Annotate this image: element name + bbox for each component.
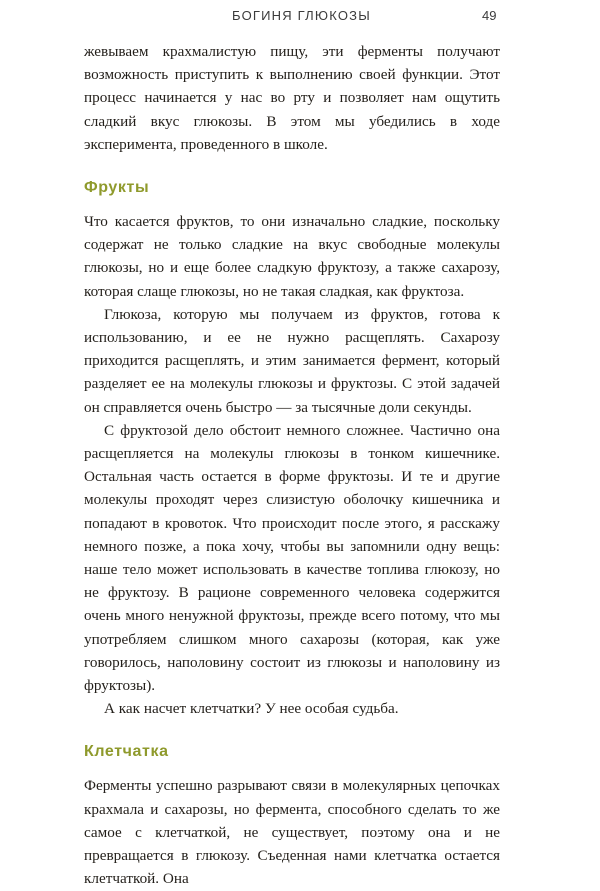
section-heading-fiber: Клетчатка bbox=[84, 743, 169, 761]
fruits-paragraph-3: С фруктозой дело обстоит немного сложнее. Частично она расщепляется на молекулы глюкозы в тонком кишечнике. Остальная часть остается в форме фруктозы. И те и другие молекулы проходят через слизистую оболочку кишечника и попадают в кровоток. Что происходит после этого, я расскажу немного позже, а пока хочу, чтобы вы запомнили одну вещь: наше тело может использовать в качестве топлива глюкозу, но не фруктозу. В рационе современного человека содержится очень много ненужной фруктозы, прежде всего потому, что мы употребляем слишком много сахарозы (которая, как уже говорилось, наполовину состоит из глюкозы и наполовину из фруктозы). bbox=[84, 421, 500, 695]
fruits-paragraph-4: А как насчет клетчатки? У нее особая судьба. bbox=[104, 700, 399, 718]
section-heading-fruits: Фрукты bbox=[84, 179, 150, 197]
fruits-paragraph-2: Глюкоза, которую мы получаем из фруктов, готова к использованию, и ее не нужно расщеплять. Сахарозу приходится расщеплять, и этим занимается фермент, который разделяет ее на молекулы глюкозы и фруктозы. С этой задачей он справляется очень быстро — за тысячные доли секунды. bbox=[84, 305, 500, 416]
page-body bbox=[84, 40, 500, 891]
fruits-paragraph-1: Что касается фруктов, то они изначально сладкие, поскольку содержат не только сладкие на вкус свободные молекулы глюкозы, но и еще более сладкую фруктозу, а также сахарозу, которая слаще глюкозы, но не такая сладкая, как фруктоза. bbox=[84, 213, 500, 300]
page-number: 49 bbox=[482, 8, 497, 23]
intro-paragraph: жевываем крахмалистую пищу, эти ферменты получают возможность приступить к выполнению своей функции. Этот процесс начинается у нас во рту и позволяет нам ощутить сладкий вкус глюкозы. В этом мы убедились в ходе эксперимента, проведенного в школе. bbox=[84, 43, 500, 153]
running-head-title: БОГИНЯ ГЛЮКОЗЫ bbox=[232, 8, 371, 23]
fiber-paragraph-1: Ферменты успешно разрывают связи в молекулярных цепочках крахмала и сахарозы, но фермента, способного сделать то же самое с клетчаткой, не существует, поэтому она и не превращается в глюкозу. Съеденная нами клетчатка остается клетчаткой. Она bbox=[84, 777, 500, 888]
